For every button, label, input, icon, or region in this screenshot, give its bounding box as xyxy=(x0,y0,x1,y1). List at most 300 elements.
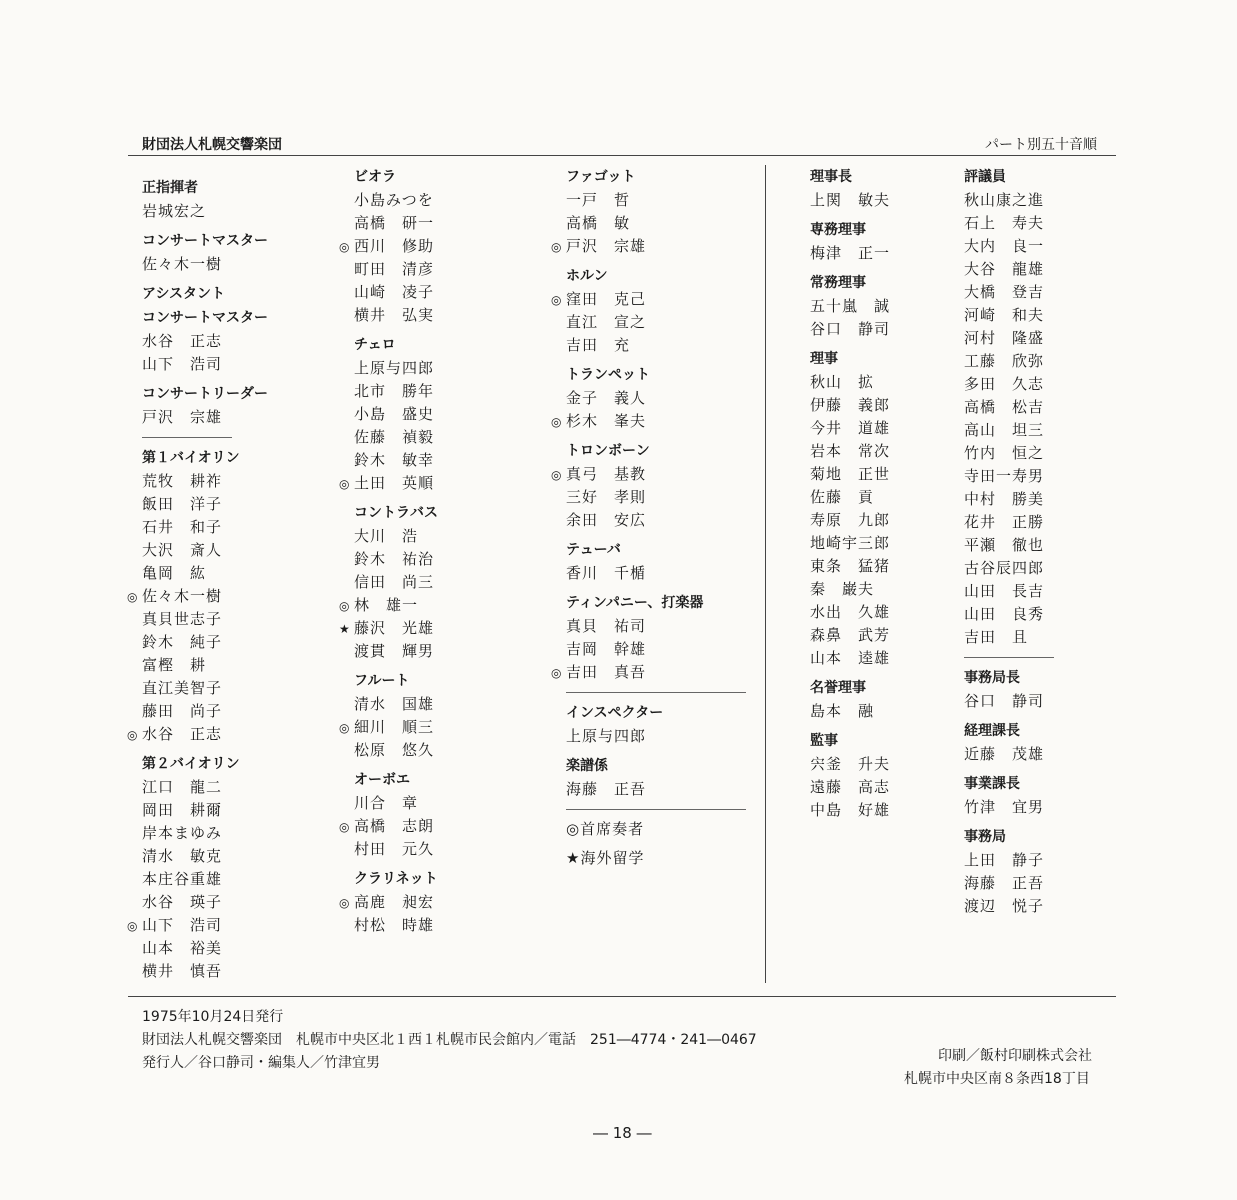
member-name xyxy=(810,532,930,555)
section-separator xyxy=(964,657,1054,658)
member-name xyxy=(142,406,242,429)
member-name xyxy=(354,380,474,403)
member-name-text: 土田 英順 xyxy=(354,474,435,492)
member-name xyxy=(964,304,1094,327)
member-name-text: 高橋 敏 xyxy=(566,214,631,232)
member-name xyxy=(810,242,930,265)
member-name xyxy=(142,608,242,631)
section-heading: インスペクター xyxy=(566,705,664,721)
member-name xyxy=(127,914,242,937)
member-name xyxy=(354,189,474,212)
member-name-text: 海藤 正吾 xyxy=(964,874,1045,892)
member-name xyxy=(810,647,930,670)
roster-section xyxy=(964,772,1094,819)
member-name xyxy=(142,631,242,654)
principal-mark-icon: ◎ xyxy=(339,820,351,834)
member-name-text: 宍釜 升夫 xyxy=(810,755,891,773)
member-name xyxy=(354,258,474,281)
member-name xyxy=(810,700,930,723)
member-name xyxy=(810,509,930,532)
member-name xyxy=(354,304,474,327)
member-name-text: 西川 修助 xyxy=(354,237,435,255)
member-name-text: 今井 道雄 xyxy=(810,419,891,437)
member-name-text: 平瀬 徹也 xyxy=(964,536,1045,554)
section-heading: 常務理事 xyxy=(810,275,866,291)
member-name xyxy=(551,235,746,258)
member-name xyxy=(566,387,746,410)
member-name-text: 村松 時雄 xyxy=(354,916,435,934)
principal-mark-icon: ◎ xyxy=(551,666,563,680)
section-heading: 理事 xyxy=(810,351,838,367)
member-name-text: 工藤 欣弥 xyxy=(964,352,1045,370)
member-name-text: 山本 裕美 xyxy=(142,939,223,957)
roster-section xyxy=(551,363,746,433)
member-name xyxy=(566,486,746,509)
roster-section xyxy=(566,538,746,585)
section-heading: 評議員 xyxy=(964,169,1006,185)
publication-date: 1975年10月24日発行 xyxy=(142,1009,284,1025)
member-name xyxy=(142,868,242,891)
section-heading: アシスタント xyxy=(142,286,226,302)
member-name-text: 渡貫 輝男 xyxy=(354,642,435,660)
member-name-text: 岡田 耕爾 xyxy=(142,801,223,819)
member-name xyxy=(964,281,1094,304)
member-name xyxy=(142,562,242,585)
member-name xyxy=(964,373,1094,396)
section-heading: 専務理事 xyxy=(810,222,866,238)
roster-section xyxy=(339,867,474,937)
roster-section xyxy=(810,218,930,265)
member-name-text: 中村 勝美 xyxy=(964,490,1045,508)
member-name-text: 細川 順三 xyxy=(354,718,435,736)
member-name xyxy=(339,594,474,617)
member-name xyxy=(354,403,474,426)
roster-section xyxy=(810,729,930,822)
roster-section xyxy=(810,271,930,341)
member-name-text: 山下 浩司 xyxy=(142,916,223,934)
member-name xyxy=(566,562,746,585)
member-name-text: 海藤 正吾 xyxy=(566,780,647,798)
member-name-text: 鈴木 純子 xyxy=(142,633,223,651)
member-name xyxy=(566,778,746,801)
column-brass-percussion xyxy=(551,165,746,870)
member-name xyxy=(964,235,1094,258)
principal-mark-icon: ◎ xyxy=(339,896,351,910)
member-name xyxy=(354,548,474,571)
principal-mark-icon: ◎ xyxy=(551,240,563,254)
member-name xyxy=(142,539,242,562)
member-name xyxy=(810,624,930,647)
member-name xyxy=(551,288,746,311)
member-name xyxy=(810,776,930,799)
member-name xyxy=(810,578,930,601)
member-name-text: 大沢 斎人 xyxy=(142,541,223,559)
roster-section xyxy=(810,347,930,670)
member-name-text: 江口 龍二 xyxy=(142,778,223,796)
member-name xyxy=(354,571,474,594)
member-name xyxy=(964,419,1094,442)
member-name xyxy=(142,493,242,516)
member-name xyxy=(339,891,474,914)
bottom-rule xyxy=(128,996,1116,997)
section-heading: コントラバス xyxy=(354,505,438,521)
section-heading: 楽譜係 xyxy=(566,758,608,774)
member-name-text: 秋山康之進 xyxy=(964,191,1045,209)
member-name xyxy=(142,822,242,845)
member-name-text: 上原与四郎 xyxy=(566,727,647,745)
member-name-text: 吉田 真吾 xyxy=(566,663,647,681)
principal-mark-icon: ◎ xyxy=(127,590,139,604)
member-name-text: 北市 勝年 xyxy=(354,382,435,400)
roster-section xyxy=(810,165,930,212)
member-name-text: 東条 猛猪 xyxy=(810,557,891,575)
section-heading: 事務局 xyxy=(964,829,1006,845)
member-name xyxy=(339,235,474,258)
member-name xyxy=(354,212,474,235)
member-name xyxy=(964,350,1094,373)
member-name-text: 寿原 九郎 xyxy=(810,511,891,529)
section-heading: ビオラ xyxy=(354,169,396,185)
member-name xyxy=(339,617,474,640)
member-name-text: 五十嵐 誠 xyxy=(810,297,891,315)
member-name xyxy=(810,394,930,417)
member-name xyxy=(964,690,1094,713)
member-name-text: 佐々木一樹 xyxy=(142,255,223,273)
member-name-text: 山崎 凌子 xyxy=(354,283,435,301)
member-name-text: 秋山 拡 xyxy=(810,373,875,391)
member-name-text: 佐藤 貢 xyxy=(810,488,875,506)
member-name-text: 杉木 峯夫 xyxy=(566,412,647,430)
member-name xyxy=(566,189,746,212)
member-name-text: 佐々木一樹 xyxy=(142,587,223,605)
member-name-text: 横井 弘実 xyxy=(354,306,435,324)
section-heading: ファゴット xyxy=(566,169,636,185)
member-name xyxy=(354,281,474,304)
principal-mark-icon: ◎ xyxy=(339,240,351,254)
member-name-text: 竹津 宜男 xyxy=(964,798,1045,816)
member-name xyxy=(566,615,746,638)
member-name-text: 真貝 祐司 xyxy=(566,617,647,635)
member-name xyxy=(566,311,746,334)
member-name-text: 秦 巌夫 xyxy=(810,580,875,598)
section-heading: トランペット xyxy=(566,367,650,383)
section-heading: ホルン xyxy=(566,268,608,284)
member-name-text: 吉田 且 xyxy=(964,628,1029,646)
member-name-text: 寺田一寿男 xyxy=(964,467,1045,485)
member-name xyxy=(354,426,474,449)
organization-header: 財団法人札幌交響楽団 xyxy=(142,137,282,153)
member-name xyxy=(810,189,930,212)
member-name xyxy=(964,796,1094,819)
member-name xyxy=(127,723,242,746)
member-name-text: 中島 好雄 xyxy=(810,801,891,819)
principal-mark-icon: ◎ xyxy=(551,293,563,307)
member-name-text: 山本 逵雄 xyxy=(810,649,891,667)
member-name xyxy=(964,849,1094,872)
member-name xyxy=(810,371,930,394)
member-name xyxy=(142,700,242,723)
member-name xyxy=(964,895,1094,918)
member-name-text: 藤沢 光雄 xyxy=(354,619,435,637)
member-name xyxy=(964,557,1094,580)
section-separator xyxy=(566,809,746,810)
member-name xyxy=(810,601,930,624)
member-name xyxy=(354,914,474,937)
member-name-text: 高橋 松吉 xyxy=(964,398,1045,416)
roster-section xyxy=(127,752,242,983)
roster-section xyxy=(339,165,474,327)
member-name xyxy=(142,200,242,223)
member-name-text: 山田 長吉 xyxy=(964,582,1045,600)
member-name-text: 戸沢 宗雄 xyxy=(142,408,223,426)
member-name-text: 直江美智子 xyxy=(142,679,223,697)
roster-section xyxy=(339,333,474,495)
section-heading: コンサートリーダー xyxy=(142,386,268,402)
member-name-text: 香川 千楯 xyxy=(566,564,647,582)
section-heading: ティンパニー、打楽器 xyxy=(566,595,704,611)
member-name-text: 上原与四郎 xyxy=(354,359,435,377)
member-name-text: 高橋 研一 xyxy=(354,214,435,232)
roster-section xyxy=(339,768,474,861)
member-name xyxy=(964,872,1094,895)
member-name-text: 清水 敏克 xyxy=(142,847,223,865)
member-name-text: 梅津 正一 xyxy=(810,244,891,262)
member-name xyxy=(566,509,746,532)
printer-name: 印刷／飯村印刷株式会社 xyxy=(938,1048,1092,1064)
member-name xyxy=(964,189,1094,212)
member-name xyxy=(127,585,242,608)
roster-section xyxy=(127,446,242,746)
member-name xyxy=(354,693,474,716)
roster-section xyxy=(566,701,746,748)
member-name xyxy=(551,463,746,486)
member-name xyxy=(566,334,746,357)
member-name-text: 花井 正勝 xyxy=(964,513,1045,531)
member-name-text: 高山 坦三 xyxy=(964,421,1045,439)
member-name xyxy=(964,743,1094,766)
member-name xyxy=(810,463,930,486)
member-name-text: 菊地 正世 xyxy=(810,465,891,483)
member-name-text: 渡辺 悦子 xyxy=(964,897,1045,915)
member-name xyxy=(810,555,930,578)
member-name-text: 余田 安広 xyxy=(566,511,647,529)
page-number: ― 18 ― xyxy=(593,1124,652,1142)
principal-mark-icon: ◎ xyxy=(551,468,563,482)
member-name-text: 近藤 茂雄 xyxy=(964,745,1045,763)
sort-order-note: パート別五十音順 xyxy=(985,137,1097,153)
member-name xyxy=(142,960,242,983)
member-name xyxy=(566,725,746,748)
member-name xyxy=(339,716,474,739)
member-name xyxy=(354,739,474,762)
roster-section xyxy=(339,501,474,663)
section-heading: 経理課長 xyxy=(964,723,1020,739)
member-name-text: 一戸 哲 xyxy=(566,191,631,209)
section-heading: 理事長 xyxy=(810,169,852,185)
roster-section xyxy=(964,825,1094,918)
member-name xyxy=(810,295,930,318)
member-name xyxy=(142,516,242,539)
member-name xyxy=(810,753,930,776)
member-name-text: 上関 敏夫 xyxy=(810,191,891,209)
section-heading: オーボエ xyxy=(354,772,410,788)
member-name xyxy=(964,212,1094,235)
legend-label: 海外留学 xyxy=(580,849,645,867)
member-name-text: 直江 宣之 xyxy=(566,313,647,331)
member-name xyxy=(810,318,930,341)
section-heading: コンサートマスター xyxy=(142,233,268,249)
principal-mark-icon: ◎ xyxy=(339,599,351,613)
principal-mark-icon: ◎ xyxy=(127,919,139,933)
roster-section xyxy=(339,669,474,762)
section-heading: 事務局長 xyxy=(964,670,1020,686)
principal-mark-icon: ◎ xyxy=(339,477,351,491)
member-name-text: 岩本 常次 xyxy=(810,442,891,460)
legend-label: 首席奏者 xyxy=(580,820,645,838)
member-name xyxy=(339,472,474,495)
member-name-text: 大川 浩 xyxy=(354,527,419,545)
member-name xyxy=(964,603,1094,626)
member-name xyxy=(142,330,242,353)
member-name-text: 鈴木 敏幸 xyxy=(354,451,435,469)
roster-section xyxy=(551,591,746,684)
section-heading: 第２バイオリン xyxy=(142,756,240,772)
vertical-divider xyxy=(765,165,766,983)
column-strings-leaders xyxy=(127,176,268,989)
member-name-text: 林 雄一 xyxy=(354,596,419,614)
legend-item xyxy=(566,818,746,841)
roster-section xyxy=(142,382,268,429)
roster-section xyxy=(551,165,746,258)
member-name xyxy=(354,525,474,548)
top-rule xyxy=(128,155,1116,156)
member-name xyxy=(810,799,930,822)
member-name xyxy=(142,677,242,700)
principal-mark-icon: ◎ xyxy=(339,721,351,735)
member-name-text: 山下 浩司 xyxy=(142,355,223,373)
section-heading: コンサートマスター xyxy=(142,310,268,326)
member-name-text: 信田 尚三 xyxy=(354,573,435,591)
member-name-text: 小島みつを xyxy=(354,191,434,209)
member-name xyxy=(964,580,1094,603)
member-name xyxy=(964,488,1094,511)
member-name xyxy=(810,417,930,440)
column-board-directors xyxy=(810,165,930,828)
member-name-text: 亀岡 紘 xyxy=(142,564,207,582)
member-name-text: 真弓 基教 xyxy=(566,465,647,483)
member-name xyxy=(964,534,1094,557)
section-heading: テューバ xyxy=(566,542,621,558)
member-name-text: 金子 義人 xyxy=(566,389,647,407)
member-name xyxy=(142,253,242,276)
member-name-text: 谷口 静司 xyxy=(964,692,1045,710)
member-name xyxy=(964,258,1094,281)
member-name-text: 竹内 恒之 xyxy=(964,444,1045,462)
member-name-text: 森鼻 武芳 xyxy=(810,626,891,644)
roster-section xyxy=(964,719,1094,766)
member-name-text: 古谷辰四郎 xyxy=(964,559,1045,577)
member-name-text: 岸本まゆみ xyxy=(142,824,223,842)
member-name xyxy=(964,465,1094,488)
member-name-text: 岩城宏之 xyxy=(142,202,207,220)
section-heading: クラリネット xyxy=(354,871,438,887)
member-name-text: 村田 元久 xyxy=(354,840,435,858)
roster-section xyxy=(551,264,746,357)
roster-section xyxy=(551,439,746,532)
roster-section xyxy=(810,676,930,723)
member-name xyxy=(354,449,474,472)
member-name-text: 上田 静子 xyxy=(964,851,1045,869)
member-name-text: 小島 盛史 xyxy=(354,405,435,423)
member-name xyxy=(810,486,930,509)
member-name-text: 真貝世志子 xyxy=(142,610,223,628)
member-name-text: 荒牧 耕祚 xyxy=(142,472,223,490)
member-name-text: 松原 悠久 xyxy=(354,741,435,759)
member-name-text: 横井 慎吾 xyxy=(142,962,223,980)
member-name-text: 谷口 静司 xyxy=(810,320,891,338)
member-name xyxy=(964,396,1094,419)
member-name xyxy=(142,891,242,914)
member-name-text: 多田 久志 xyxy=(964,375,1045,393)
member-name xyxy=(964,327,1094,350)
member-name-text: 町田 清彦 xyxy=(354,260,435,278)
member-name xyxy=(142,470,242,493)
section-heading: 正指揮者 xyxy=(142,180,198,196)
member-name-text: 遠藤 高志 xyxy=(810,778,891,796)
member-name-text: 本庄谷重雄 xyxy=(142,870,223,888)
member-name-text: 石井 和子 xyxy=(142,518,223,536)
member-name xyxy=(142,799,242,822)
member-name xyxy=(142,937,242,960)
member-name xyxy=(810,440,930,463)
roster-section xyxy=(142,176,242,223)
section-separator xyxy=(142,437,232,438)
roster-section xyxy=(964,165,1094,649)
member-name-text: 鈴木 祐治 xyxy=(354,550,435,568)
member-name-text: 高鹿 昶宏 xyxy=(354,893,435,911)
member-name-text: 水谷 正志 xyxy=(142,332,223,350)
section-heading: 事業課長 xyxy=(964,776,1020,792)
member-name xyxy=(354,792,474,815)
member-name-text: 大谷 龍雄 xyxy=(964,260,1045,278)
member-name xyxy=(354,357,474,380)
member-name xyxy=(354,640,474,663)
printer-address: 札幌市中央区南８条西18丁目 xyxy=(904,1071,1090,1087)
roster-section xyxy=(964,666,1094,713)
member-name xyxy=(964,626,1094,649)
member-name-text: 三好 孝則 xyxy=(566,488,647,506)
legend-item xyxy=(566,847,746,870)
member-name-text: 高橋 志朗 xyxy=(354,817,435,835)
member-name xyxy=(339,815,474,838)
member-name-text: 窪田 克己 xyxy=(566,290,647,308)
section-separator xyxy=(566,692,746,693)
member-name-text: 水出 久雄 xyxy=(810,603,891,621)
publisher-editor: 発行人／谷口静司・編集人／竹津宜男 xyxy=(142,1055,380,1071)
roster-section xyxy=(142,229,268,276)
column-councillors-office xyxy=(964,165,1094,924)
member-name-text: 山田 良秀 xyxy=(964,605,1045,623)
member-name xyxy=(142,845,242,868)
section-heading: トロンボーン xyxy=(566,443,650,459)
member-name xyxy=(964,442,1094,465)
member-name-text: 佐藤 禎毅 xyxy=(354,428,435,446)
member-name-text: 島本 融 xyxy=(810,702,875,720)
member-name-text: 飯田 洋子 xyxy=(142,495,223,513)
member-name-text: 川合 章 xyxy=(354,794,419,812)
principal-mark-icon: ◎ xyxy=(551,415,563,429)
organization-address: 財団法人札幌交響楽団 札幌市中央区北１西１札幌市民会館内／電話 251―4774・241―0467 xyxy=(142,1032,757,1048)
